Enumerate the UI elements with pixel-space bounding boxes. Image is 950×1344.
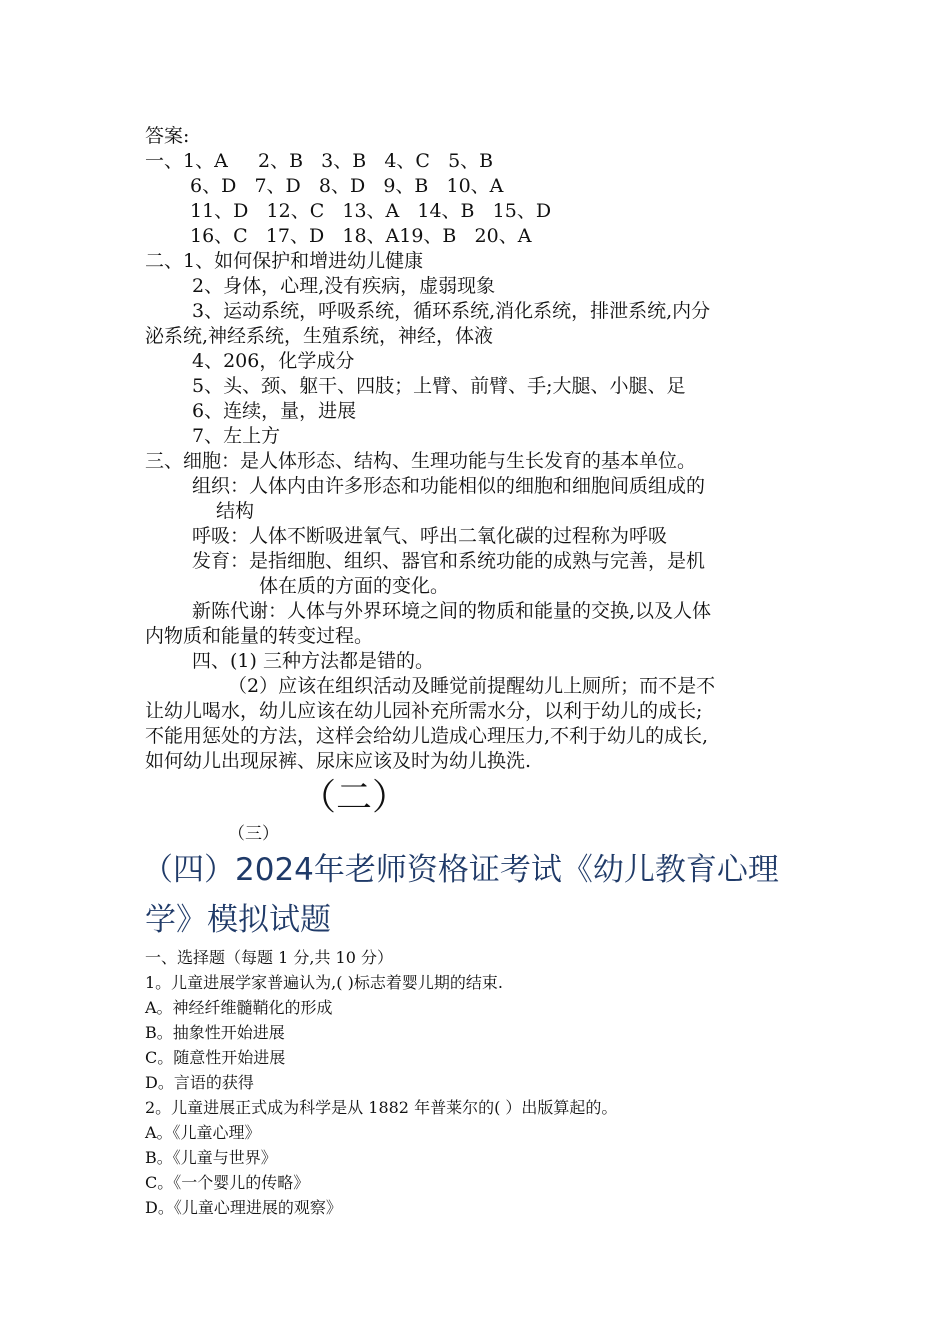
question-option: C。随意性开始进展 bbox=[145, 1048, 286, 1067]
answers-fill-2: 2、身体，心理,没有疾病，虚弱现象 bbox=[192, 275, 496, 297]
answers-fill-3: 3、运动系统，呼吸系统，循环系统,消化系统，排泄系统,内分 bbox=[192, 300, 711, 322]
answers-mc-row-1: 一、1、A 2、B 3、B 4、C 5、B bbox=[145, 150, 494, 172]
answers-term-respiration: 呼吸：人体不断吸进氧气、呼出二氧化碳的过程称为呼吸 bbox=[192, 525, 668, 547]
answers-case-2: （2）应该在组织活动及睡觉前提醒幼儿上厕所；而不是不 bbox=[228, 675, 716, 697]
answers-term-metabolism: 新陈代谢：人体与外界环境之间的物质和能量的交换,以及人体 bbox=[192, 600, 712, 622]
question-option: D。《儿童心理进展的观察》 bbox=[145, 1198, 342, 1217]
answers-fill-5: 5、头、颈、躯干、四肢；上臂、前臂、手;大腿、小腿、足 bbox=[192, 375, 686, 397]
answers-term-tissue: 组织：人体内由许多形态和功能相似的细胞和细胞间质组成的 bbox=[192, 475, 706, 497]
doc-title-line-1: （四）2024年老师资格证考试《幼儿教育心理 bbox=[142, 852, 779, 888]
answers-heading: 答案: bbox=[145, 125, 190, 147]
question-stem: 1。儿童进展学家普遍认为,( )标志着婴儿期的结束. bbox=[145, 973, 503, 992]
heading-three: （三） bbox=[228, 824, 279, 844]
heading-two: （二） bbox=[300, 777, 409, 818]
answers-fill-4: 4、206，化学成分 bbox=[192, 350, 355, 372]
answers-fill-3-cont: 泌系统,神经系统，生殖系统，神经，体液 bbox=[145, 325, 494, 347]
question-option: B。抽象性开始进展 bbox=[145, 1023, 285, 1042]
answers-case-1: 四、(1) 三种方法都是错的。 bbox=[192, 650, 434, 672]
answers-mc-row-4: 16、C 17、D 18、A19、B 20、A bbox=[190, 225, 532, 247]
question-stem: 2。儿童进展正式成为科学是从 1882 年普莱尔的( ）出版算起的。 bbox=[145, 1098, 618, 1117]
answers-term-cell: 三、细胞：是人体形态、结构、生理功能与生长发育的基本单位。 bbox=[145, 450, 697, 472]
answers-term-development-cont: 体在质的方面的变化。 bbox=[259, 575, 450, 597]
answers-mc-row-3: 11、D 12、C 13、A 14、B 15、D bbox=[190, 200, 552, 222]
question-option: A。神经纤维髓鞘化的形成 bbox=[145, 998, 333, 1017]
answers-case-2-cont-2: 不能用惩处的方法，这样会给幼儿造成心理压力,不利于幼儿的成长, bbox=[145, 725, 709, 747]
answers-term-tissue-cont: 结构 bbox=[216, 500, 255, 522]
question-option: D。言语的获得 bbox=[145, 1073, 254, 1092]
answers-case-2-cont-3: 如何幼儿出现尿裤、尿床应该及时为幼儿换洗. bbox=[145, 750, 532, 772]
question-option: A。《儿童心理》 bbox=[145, 1123, 261, 1142]
answers-fill-1: 二、1、如何保护和增进幼儿健康 bbox=[145, 250, 424, 272]
answers-term-development: 发育：是指细胞、组织、器官和系统功能的成熟与完善，是机 bbox=[192, 550, 706, 572]
question-option: B。《儿童与世界》 bbox=[145, 1148, 277, 1167]
answers-fill-6: 6、连续，量，进展 bbox=[192, 400, 357, 422]
quiz-section-heading: 一、选择题（每题 1 分,共 10 分） bbox=[145, 948, 393, 967]
doc-title-line-2: 学》模拟试题 bbox=[145, 902, 331, 938]
question-option: C。《一个婴儿的传略》 bbox=[145, 1173, 310, 1192]
answers-term-metabolism-cont: 内物质和能量的转变过程。 bbox=[145, 625, 374, 647]
answers-case-2-cont-1: 让幼儿喝水，幼儿应该在幼儿园补充所需水分，以利于幼儿的成长; bbox=[145, 700, 703, 722]
answers-fill-7: 7、左上方 bbox=[192, 425, 281, 447]
answers-mc-row-2: 6、D 7、D 8、D 9、B 10、A bbox=[190, 175, 504, 197]
